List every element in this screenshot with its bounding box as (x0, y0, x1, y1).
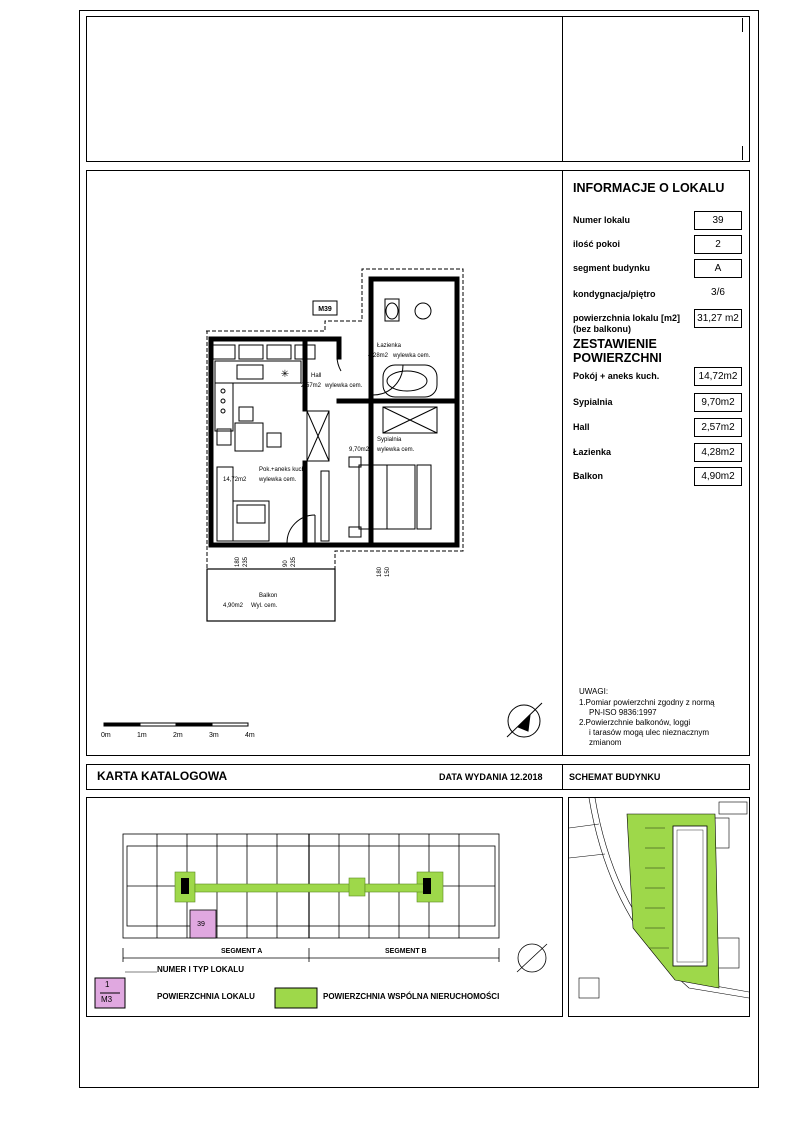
scale-1: 1m (137, 732, 147, 739)
header-tick-bottom (742, 146, 743, 160)
floor-plan-drawing (87, 171, 562, 755)
wall-right-bath (455, 277, 459, 547)
floor-plan-panel (86, 170, 563, 756)
info-value-segment: A (694, 259, 742, 278)
hall-area: 2,57m2 (301, 383, 322, 389)
notes-title: UWAGI: (579, 687, 609, 696)
washbasin (415, 303, 431, 319)
segment-plan-panel (86, 797, 563, 1017)
hall-name: Hall (311, 373, 322, 379)
legend-common: POWIERZCHNIA WSPÓLNA NIERUCHOMOŚCI (323, 992, 500, 1001)
note-line-5: zmianom (589, 738, 622, 747)
bed-name: Sypialnia (377, 437, 402, 443)
summary-label-bathroom: Łazienka (573, 447, 612, 457)
summary-value-living: 14,72m2 (694, 367, 742, 386)
segment-b-label: SEGMENT B (385, 948, 427, 955)
window-1 (211, 345, 235, 359)
dining-table (235, 423, 263, 451)
bathtub (383, 365, 437, 397)
bath-area: 4,28m2 (368, 353, 389, 359)
header-divider (562, 16, 563, 162)
scale-3: 3m (209, 732, 219, 739)
summary-value-bedroom: 9,70m2 (694, 393, 742, 412)
wall-left-bath (369, 277, 373, 547)
header-tick-top (742, 18, 743, 32)
wall-left-living (209, 337, 213, 547)
info-value-area: 31,27 m2 (694, 309, 742, 328)
scale-seg-1 (104, 723, 140, 726)
window-2 (239, 345, 263, 359)
dim-1: 180 (235, 556, 241, 567)
bed-floor: wylewka cem. (377, 447, 415, 453)
bed-area: 9,70m2 (349, 447, 370, 453)
kitchen-side (215, 383, 233, 431)
sheet-title: KARTA KATALOGOWA (97, 769, 228, 783)
living-floor: wylewka cem. (259, 477, 297, 483)
site-plan-drawing (569, 798, 749, 1016)
balcony-floor: Wyl. cem. (251, 603, 278, 609)
summary-label-hall: Hall (573, 422, 590, 432)
segment-plan-drawing (87, 798, 562, 1016)
scale-2: 2m (173, 732, 183, 739)
info-label-area-1: powierzchnia lokalu [m2] (573, 313, 681, 323)
summary-value-balcony: 4,90m2 (694, 467, 742, 486)
info-value-number: 39 (694, 211, 742, 230)
header-box (86, 16, 750, 162)
info-label-area-2: (bez balkonu) (573, 324, 631, 334)
site-building (673, 826, 707, 966)
scale-0: 0m (101, 732, 111, 739)
wall-living-hall (303, 341, 307, 411)
info-panel (562, 170, 750, 756)
dim-2: 235 (243, 556, 249, 567)
unit-tag: M39 (318, 306, 332, 313)
info-label-floor: kondygnacja/piętro (573, 289, 656, 299)
segment-a-label: SEGMENT A (221, 948, 263, 955)
toilet (385, 299, 399, 321)
issue-date: DATA WYDANIA 12.2018 (439, 772, 543, 782)
summary-value-bathroom: 4,28m2 (694, 443, 742, 462)
bath-floor: wylewka cem. (393, 353, 431, 359)
note-line-4: i tarasów mogą ulec nieznacznym (589, 728, 710, 737)
kitchen-sink (237, 365, 263, 379)
living-name: Pok.+aneks kuch. (259, 467, 307, 473)
scale-4: 4m (245, 732, 255, 739)
legend-type: M3 (101, 995, 113, 1004)
wall-living-bed (303, 461, 307, 543)
svg-text:✳: ✳ (280, 369, 290, 380)
legend-num: 1 (105, 980, 110, 989)
summary-label-bedroom: Sypialnia (573, 397, 613, 407)
info-label-segment: segment budynku (573, 263, 651, 273)
info-value-rooms: 2 (694, 235, 742, 254)
title-bar (86, 764, 563, 790)
bath-name: Łazienka (377, 343, 402, 349)
balcony-name: Balkon (259, 593, 278, 599)
legend-common-swatch (275, 988, 317, 1008)
summary-value-hall: 2,57m2 (694, 418, 742, 437)
note-line-2: PN-ISO 9836:1997 (589, 708, 657, 717)
site-plan-panel (568, 797, 750, 1017)
dim-6: 150 (385, 566, 391, 577)
schema-title: SCHEMAT BUDYNKU (569, 772, 661, 782)
dim-5: 180 (377, 566, 383, 577)
legend-title: NUMER I TYP LOKALU (157, 965, 244, 974)
wall-hall-bath (337, 399, 455, 403)
info-label-rooms: ilość pokoi (573, 239, 621, 249)
legend-area: POWIERZCHNIA LOKALU (157, 992, 255, 1001)
info-label-number: Numer lokalu (573, 215, 631, 225)
wall-bottom (209, 543, 459, 547)
wall-top-living (209, 337, 337, 341)
note-line-1: 1.Pomiar powierzchni zgodny z normą (579, 698, 715, 707)
summary-label-living: Pokój + aneks kuch. (573, 371, 660, 381)
wall-top-bath (369, 277, 459, 281)
living-area: 14,72m2 (223, 477, 247, 483)
info-value-floor: 3/6 (711, 287, 725, 298)
dim-3: 90 (283, 560, 289, 567)
info-title: INFORMACJE O LOKALU (573, 181, 725, 195)
schema-bar (562, 764, 750, 790)
window-3 (267, 345, 291, 359)
hall-floor: wylewka cem. (325, 383, 363, 389)
selected-unit-label: 39 (197, 921, 205, 928)
balcony-area: 4,90m2 (223, 603, 244, 609)
summary-title: ZESTAWIENIE POWIERZCHNI (573, 337, 662, 365)
door-arc-living (287, 515, 315, 543)
note-line-3: 2.Powierzchnie balkonów, loggi (579, 718, 691, 727)
hall-shelf (321, 471, 329, 541)
dim-4: 235 (291, 556, 297, 567)
summary-label-balcony: Balkon (573, 471, 604, 481)
